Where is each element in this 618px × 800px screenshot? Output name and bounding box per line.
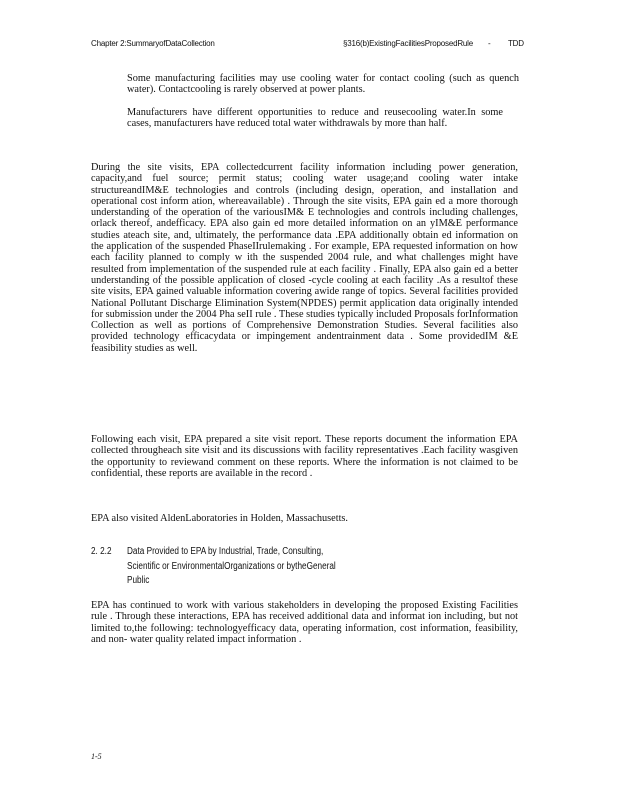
paragraph-alden-visit: EPA also visited AldenLaboratories in Holden, Massachusetts. [91,513,349,524]
section-heading-line3: Public [127,575,150,586]
section-heading-line2: Scientific or EnvironmentalOrganizations or bytheGeneral [127,561,336,572]
bullet-reduce-reuse: Manufacturers have different opportunities to reduce and reusecooling water.In some cases, manufacturers have reduced total water withdrawals by more than half. [127,107,503,130]
header-chapter: Chapter 2:SummaryofDataCollection [91,39,215,48]
paragraph-stakeholders: EPA has continued to work with various stakeholders in developing the proposed Existing Facilities rule . Through these interactions, EPA has received additional data and informat ion including, but not limited to,the following: technologyefficacy data, operating information, cost information, feasibility, and non- water quality related impact information . [91,600,518,645]
paragraph-site-visits: During the site visits, EPA collectedcurrent facility information including power generation, capacity,and fuel source; permit status; cooling water usage;and cooling water intake structureandIM&E technologies and controls (including design, operation, and installation and operational cost inform ation, whereavailable) . Through the site visits, EPA gain ed a more thorough understanding of the operation of the variousIM& E technologies and controls including challenges, orlack thereof, andefficacy. EPA also gain ed more detailed information on an yIM&E performance studies ateach site, and, ultimately, the performance data .EPA additionally obtain ed information on the application of the suspended PhaseIIrulemaking . For example, EPA requested information on how each facility planned to comply w ith the suspended 2004 rule, and what challenges might have resulted from implementation of the suspended rule at each facility . Finally, EPA also gain ed a better understanding of the possible application of closed -cycle cooling at each facility .As a resultof these site visits, EPA gained valuable information covering awide range of topics. Several facilities provided National Pollutant Discharge Elimination System(NPDES) permit application data originally intended for submission under the 2004 Pha seII rule . These studies typically included Proposals forInformation Collection as well as portions of Comprehensive Demonstration Studies. Several facilities also provided technology efficacydata or impingement andentrainment data . Some providedIM &E feasibility studies as well. [91,162,518,354]
page-number: 1-5 [91,752,102,761]
bullet-contact-cooling: Some manufacturing facilities may use cooling water for contact cooling (such as quench water). Contactcooling is rarely observed at power plants. [127,73,519,96]
header-tdd: TDD [508,39,524,48]
header-dash: - [488,39,491,48]
header-rule-title: §316(b)ExistingFacilitiesProposedRule [343,39,474,48]
paragraph-site-visit-report: Following each visit, EPA prepared a site visit report. These reports document the information EPA collected througheach site visit and its discussions with facility representatives .Each facility wasgiven the opportunity to reviewand comment on these reports. Where the information is not claimed to be confidential, these reports are available in the record . [91,434,518,479]
section-heading-line1: Data Provided to EPA by Industrial, Trade, Consulting, [127,546,324,557]
section-number: 2. 2.2 [91,546,112,557]
